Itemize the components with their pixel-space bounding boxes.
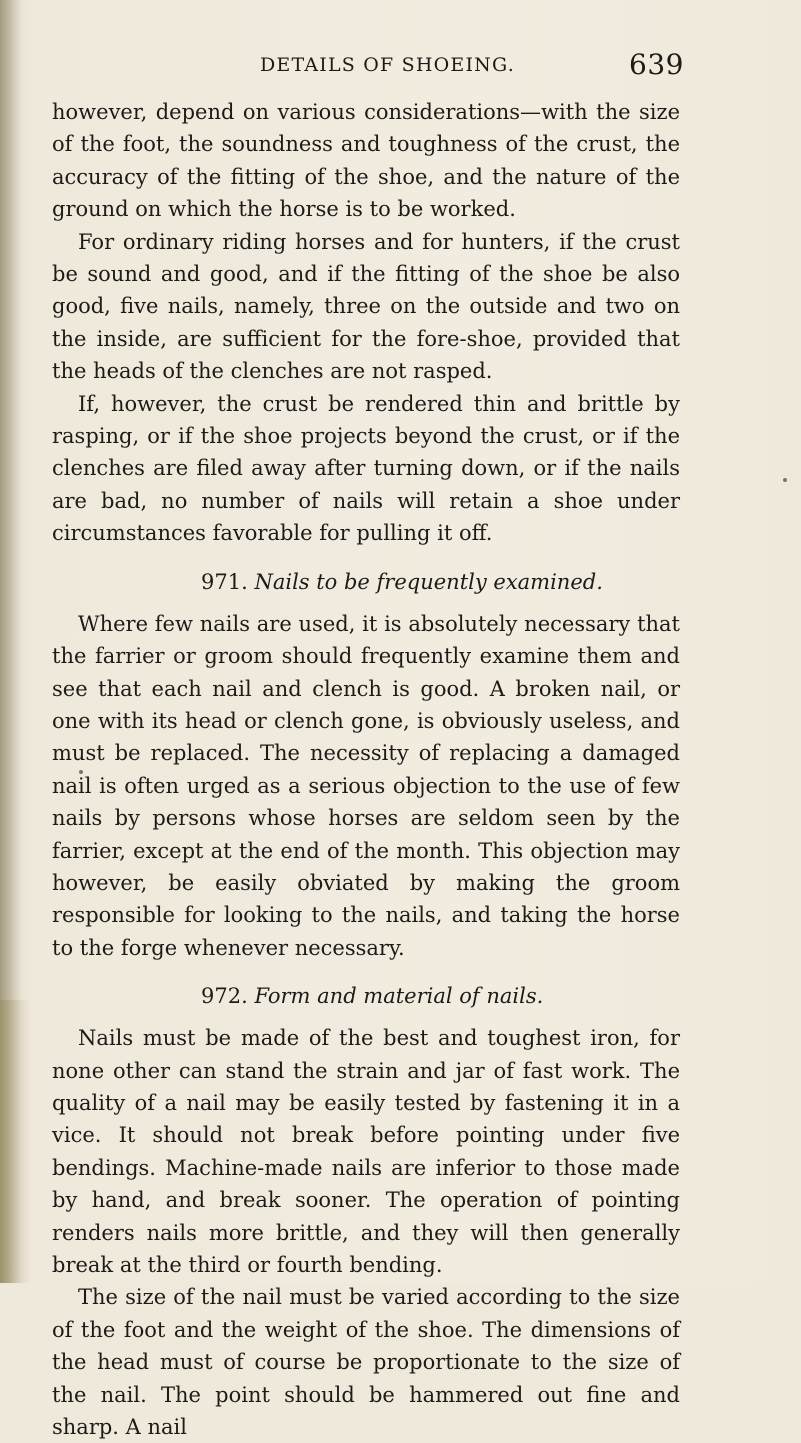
page-number: 639 bbox=[629, 48, 684, 81]
paragraph-brittle-crust: If, however, the crust be rendered thin and brittle by rasping, or if the shoe projects beyond the crust, or if the clenches are filed away after turning down, or if the nails are bad, no number of nails will retain a shoe under circumstances favorable for pulling it off. bbox=[52, 391, 680, 546]
gutter-stain bbox=[0, 1000, 30, 1283]
section-number: 971. bbox=[201, 569, 248, 594]
paragraph-nail-material: Nails must be made of the best and toughest iron, for none other can stand the strain and jar of fast work. The quality of a nail may be easily tested by fastening it in a vice. It should not break before pointing under five bendings. Machine-made nails are inferior to those made by hand, and break sooner. The operation of pointing renders nails more brittle, and they will then generally break at the third or fourth bending. bbox=[52, 1026, 680, 1277]
section-heading-971 bbox=[52, 566, 680, 598]
section-caption: Nails to be frequently examined. bbox=[254, 569, 603, 594]
text-block bbox=[52, 48, 684, 1443]
section-heading-972 bbox=[52, 980, 680, 1012]
section-number: 972. bbox=[201, 984, 248, 1009]
paper-speck bbox=[783, 478, 787, 482]
paragraph-continued: however, depend on various considerations—with the size of the foot, the soundness and toughness of the crust, the accuracy of the fitting of the shoe, and the nature of the ground on which the horse is to be worked. bbox=[52, 100, 680, 222]
paragraph-examine-nails: Where few nails are used, it is absolutely necessary that the farrier or groom should frequently examine them and see that each nail and clench is good. A broken nail, or one with its head or clench gone, is obviously useless, and must be replaced. The necessity of replacing a damaged nail is often urged as a serious objection to the use of few nails by persons whose horses are seldom seen by the farrier, except at the end of the month. This objection may however, be easily obviated by making the groom responsible for looking to the nails, and taking the horse to the forge whenever necessary. bbox=[52, 611, 680, 960]
running-head-title: DETAILS OF SHOEING. bbox=[260, 54, 515, 76]
running-head bbox=[52, 48, 684, 84]
paragraph-nail-size: The size of the nail must be varied according to the size of the foot and the weight of the shoe. The dimensions of the head must of course be proportionate to the size of the nail. The point should be hammered out fine and sharp. A nail bbox=[52, 1285, 680, 1440]
paragraph-five-nails: For ordinary riding horses and for hunters, if the crust be sound and good, and if the fitting of the shoe be also good, five nails, namely, three on the outside and two on the inside, are sufficient for the fore-shoe, provided that the heads of the clenches are not rasped. bbox=[52, 229, 680, 384]
paper-speck bbox=[79, 770, 83, 774]
section-caption: Form and material of nails. bbox=[254, 984, 544, 1009]
